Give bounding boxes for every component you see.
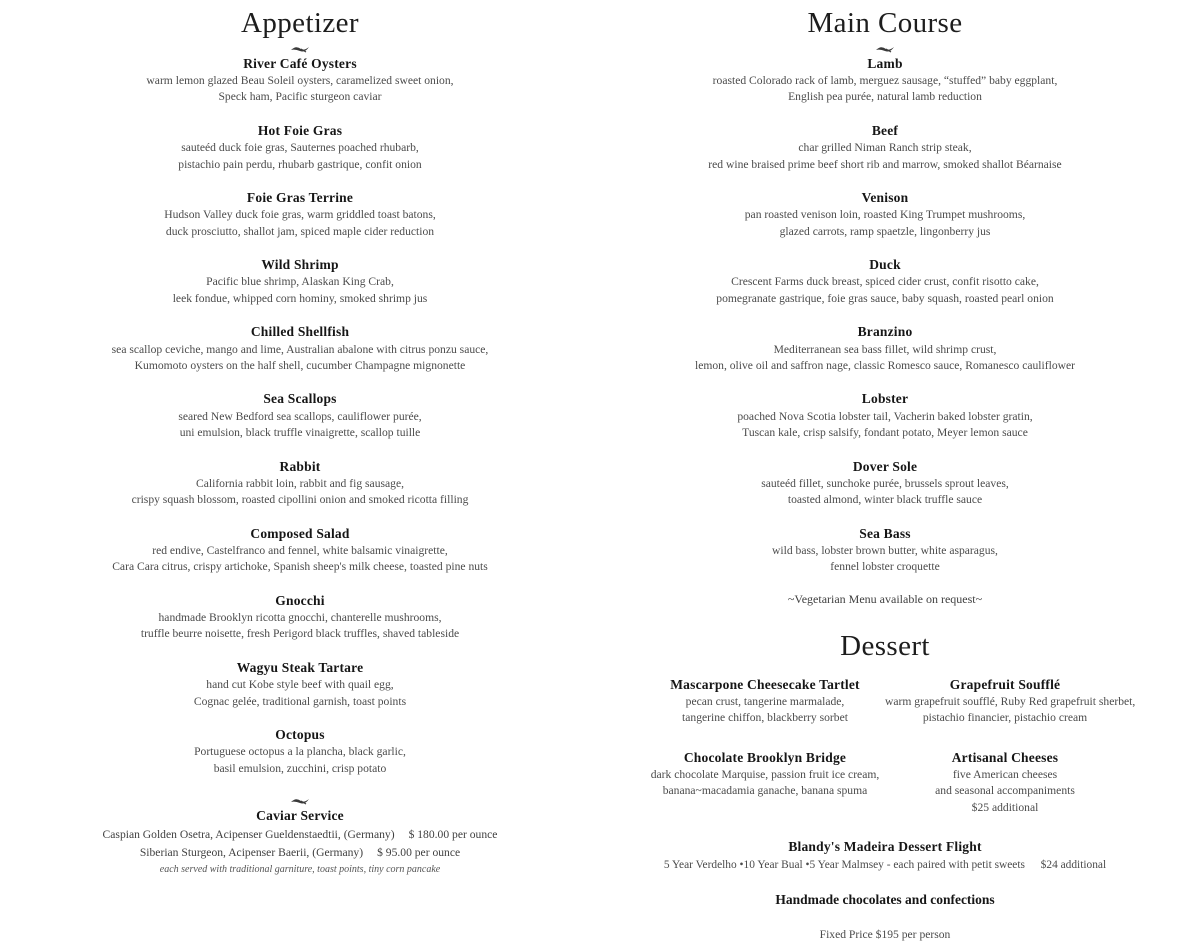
dish-description-line: Pacific blue shrimp, Alaskan King Crab, [206, 275, 394, 289]
dish-description-line: five American cheeses [952, 767, 1058, 781]
dish-description [60, 73, 540, 106]
appetizer-dish-list [60, 55, 540, 777]
dish-description-line: California rabbit loin, rabbit and fig sausage, [196, 476, 404, 490]
dish-item [885, 676, 1136, 727]
dish-item [60, 323, 540, 374]
dish-item [645, 323, 1125, 374]
dish-description-line: crispy squash blossom, roasted cipollini onion and smoked ricotta filling [131, 493, 469, 507]
dish-item [645, 458, 1125, 509]
dessert-heading: Dessert [840, 629, 930, 662]
dish-description-line: Portuguese octopus a la plancha, black garlic, [194, 745, 406, 759]
dish-description-line: pistachio pain perdu, rhubarb gastrique, confit onion [178, 157, 422, 171]
leaf-ornament-lower [60, 793, 540, 807]
dessert-grid [645, 676, 1136, 839]
dish-item [60, 659, 540, 710]
leaf-ornament [645, 41, 1125, 55]
dish-name: Artisanal Cheeses [951, 749, 1059, 765]
dish-description-line: sauteéd fillet, sunchoke purée, brussels sprout leaves, [761, 476, 1009, 490]
dish-name: Hot Foie Gras [257, 122, 343, 138]
dish-description-line: $25 additional [971, 800, 1039, 814]
dish-description-line: glazed carrots, ramp spaetzle, lingonberry jus [779, 224, 991, 238]
dish-description-line: Cognac gelée, traditional garnish, toast points [193, 694, 407, 708]
dish-name: Chocolate Brooklyn Bridge [683, 749, 847, 765]
appetizer-heading: Appetizer [241, 7, 359, 39]
dish-item [60, 55, 540, 106]
dish-description-line: seared New Bedford sea scallops, cauliflower purée, [178, 409, 422, 423]
dish-name: Wagyu Steak Tartare [236, 659, 364, 675]
dish-description-line: tangerine chiffon, blackberry sorbet [682, 711, 848, 725]
dish-description-line: lemon, olive oil and saffron nage, classic Romesco sauce, Romanesco cauliflower [694, 358, 1075, 372]
dish-description-line: red wine braised prime beef short rib and marrow, smoked shallot Béarnaise [708, 157, 1062, 171]
dish-description-line: fennel lobster croquette [830, 560, 940, 574]
caviar-price: $ 180.00 per ounce [408, 828, 498, 842]
dish-name: Sea Scallops [263, 391, 337, 407]
dish-description-line: pistachio financier, pistachio cream [922, 711, 1088, 725]
dish-description-line: red endive, Castelfranco and fennel, white balsamic vinaigrette, [152, 543, 448, 557]
dish-description [60, 476, 540, 509]
dish-item [645, 55, 1125, 106]
dish-description-line: warm grapefruit soufflé, Ruby Red grapefruit sherbet, [885, 694, 1136, 708]
dessert-left-column [645, 676, 885, 839]
dish-description-line: roasted Colorado rack of lamb, merguez sausage, “stuffed” baby eggplant, [712, 74, 1058, 88]
madeira-flight-block [645, 838, 1125, 873]
dessert-right-column [885, 676, 1136, 839]
dish-description-line: English pea purée, natural lamb reduction [788, 90, 982, 104]
dish-description-line: toasted almond, winter black truffle sauce [787, 493, 983, 507]
dish-item [885, 749, 1125, 817]
dish-description-line: char grilled Niman Ranch strip steak, [798, 141, 972, 155]
dish-item [60, 458, 540, 509]
main-course-dish-list [645, 55, 1125, 576]
dish-description-line: warm lemon glazed Beau Soleil oysters, caramelized sweet onion, [146, 74, 454, 88]
dish-description-line: dark chocolate Marquise, passion fruit ice cream, [650, 767, 880, 781]
dish-name: Gnocchi [275, 592, 325, 608]
dish-name: Venison [861, 190, 909, 206]
dish-name: Foie Gras Terrine [246, 190, 354, 206]
dish-name: Beef [871, 122, 899, 138]
main-course-column [645, 0, 1136, 941]
dish-item [645, 525, 1125, 576]
dish-item [645, 122, 1125, 173]
dish-description-line: Crescent Farms duck breast, spiced cider crust, confit risotto cake, [731, 275, 1039, 289]
dish-description-line: pan roasted venison loin, roasted King Trumpet mushrooms, [744, 208, 1026, 222]
dish-description-line: sauteéd duck foie gras, Sauternes poached rhubarb, [181, 141, 419, 155]
caviar-price: $ 95.00 per ounce [377, 845, 461, 859]
dish-description [645, 476, 1125, 509]
dish-description-line: banana~macadamia ganache, banana spuma [662, 784, 868, 798]
dish-description-line: Kumomoto oysters on the half shell, cucumber Champagne mignonette [134, 358, 466, 372]
caviar-price-row [60, 844, 540, 861]
dish-name: Lamb [867, 55, 903, 71]
dish-item [60, 189, 540, 240]
dish-item [60, 592, 540, 643]
dish-item [645, 189, 1125, 240]
dish-description [645, 409, 1125, 442]
caviar-price-rows [60, 826, 540, 861]
handmade-chocolates-line: Handmade chocolates and confections [775, 891, 995, 907]
dish-name: Dover Sole [852, 458, 918, 474]
leaf-ornament [60, 41, 540, 55]
dish-description [645, 342, 1125, 375]
madeira-flight-line [645, 857, 1125, 874]
dish-description [645, 207, 1125, 240]
dish-description [885, 767, 1125, 816]
madeira-flight-description: 5 Year Verdelho •10 Year Bual •5 Year Malmsey - each paired with petit sweets [663, 858, 1025, 871]
dish-description-line: duck prosciutto, shallot jam, spiced maple cider reduction [165, 224, 435, 238]
caviar-service-title: Caviar Service [256, 808, 344, 824]
dish-description-line: hand cut Kobe style beef with quail egg, [206, 678, 394, 692]
dish-item [60, 256, 540, 307]
dish-description [60, 543, 540, 576]
madeira-flight-price: $24 additional [1040, 858, 1107, 871]
caviar-service-block [60, 807, 540, 877]
dish-name: Composed Salad [250, 525, 350, 541]
dish-description-line: sea scallop ceviche, mango and lime, Australian abalone with citrus ponzu sauce, [111, 342, 489, 356]
caviar-label: Caspian Golden Osetra, Acipenser Gueldenstaedtii, (Germany) [102, 828, 395, 842]
dish-description-line: pomegranate gastrique, foie gras sauce, baby squash, roasted pearl onion [716, 291, 1054, 305]
dish-description-line: Tuscan kale, crisp salsify, fondant potato, Meyer lemon sauce [742, 426, 1028, 440]
dish-description [645, 694, 885, 727]
dish-description [885, 694, 1136, 727]
dish-description-line: Speck ham, Pacific sturgeon caviar [218, 90, 382, 104]
dish-description-line: pecan crust, tangerine marmalade, [685, 694, 845, 708]
dish-description [60, 744, 540, 777]
dish-description-line: wild bass, lobster brown butter, white asparagus, [772, 543, 998, 557]
dish-description [645, 140, 1125, 173]
dish-name: Wild Shrimp [261, 257, 339, 273]
dish-description-line: uni emulsion, black truffle vinaigrette, scallop tuille [179, 426, 421, 440]
dish-description [645, 543, 1125, 576]
dish-description-line: truffle beurre noisette, fresh Perigord black truffles, shaved tableside [140, 627, 460, 641]
dish-item [60, 726, 540, 777]
dish-name: Branzino [857, 324, 913, 340]
dish-description [60, 677, 540, 710]
vegetarian-note: ~Vegetarian Menu available on request~ [787, 591, 983, 606]
dish-item [60, 525, 540, 576]
dish-description-line: Mediterranean sea bass fillet, wild shrimp crust, [773, 342, 997, 356]
madeira-flight-title: Blandy's Madeira Dessert Flight [788, 839, 982, 855]
caviar-price-row [60, 826, 540, 843]
dish-item [60, 122, 540, 173]
dish-description [60, 207, 540, 240]
dish-name: Octopus [275, 727, 325, 743]
dish-name: Rabbit [279, 458, 321, 474]
dish-item [645, 749, 885, 800]
dish-description [645, 73, 1125, 106]
dish-description [60, 409, 540, 442]
dish-item [645, 676, 885, 727]
dish-description-line: and seasonal accompaniments [935, 784, 1075, 798]
dish-description [60, 274, 540, 307]
main-course-heading: Main Course [807, 7, 963, 39]
dish-description-line: Cara Cara citrus, crispy artichoke, Spanish sheep's milk cheese, toasted pine nuts [112, 560, 488, 574]
dish-description-line: basil emulsion, zucchini, crisp potato [213, 761, 387, 775]
dish-description-line: poached Nova Scotia lobster tail, Vacherin baked lobster gratin, [737, 409, 1033, 423]
dish-name: Grapefruit Soufflé [949, 676, 1061, 692]
dish-item [645, 390, 1125, 441]
fixed-price-line: Fixed Price $195 per person [819, 927, 951, 941]
dish-name: Lobster [861, 391, 909, 407]
dish-name: Sea Bass [859, 525, 911, 541]
dish-description-line: handmade Brooklyn ricotta gnocchi, chanterelle mushrooms, [158, 611, 442, 625]
dish-description [60, 610, 540, 643]
caviar-label: Siberian Sturgeon, Acipenser Baerii, (Germany) [139, 845, 364, 859]
dish-name: Chilled Shellfish [250, 324, 350, 340]
dish-description [645, 767, 885, 800]
dish-item [60, 390, 540, 441]
dish-description [60, 140, 540, 173]
dish-name: River Café Oysters [243, 55, 357, 71]
dish-description-line: Hudson Valley duck foie gras, warm griddled toast batons, [164, 208, 436, 222]
dish-name: Mascarpone Cheesecake Tartlet [670, 676, 860, 692]
dish-name: Duck [869, 257, 901, 273]
caviar-footnote: each served with traditional garniture, toast points, tiny corn pancake [159, 864, 441, 876]
dish-description-line: leek fondue, whipped corn hominy, smoked shrimp jus [172, 291, 428, 305]
appetizer-column [60, 0, 540, 877]
dish-item [645, 256, 1125, 307]
dish-description [645, 274, 1125, 307]
dish-description [60, 342, 540, 375]
